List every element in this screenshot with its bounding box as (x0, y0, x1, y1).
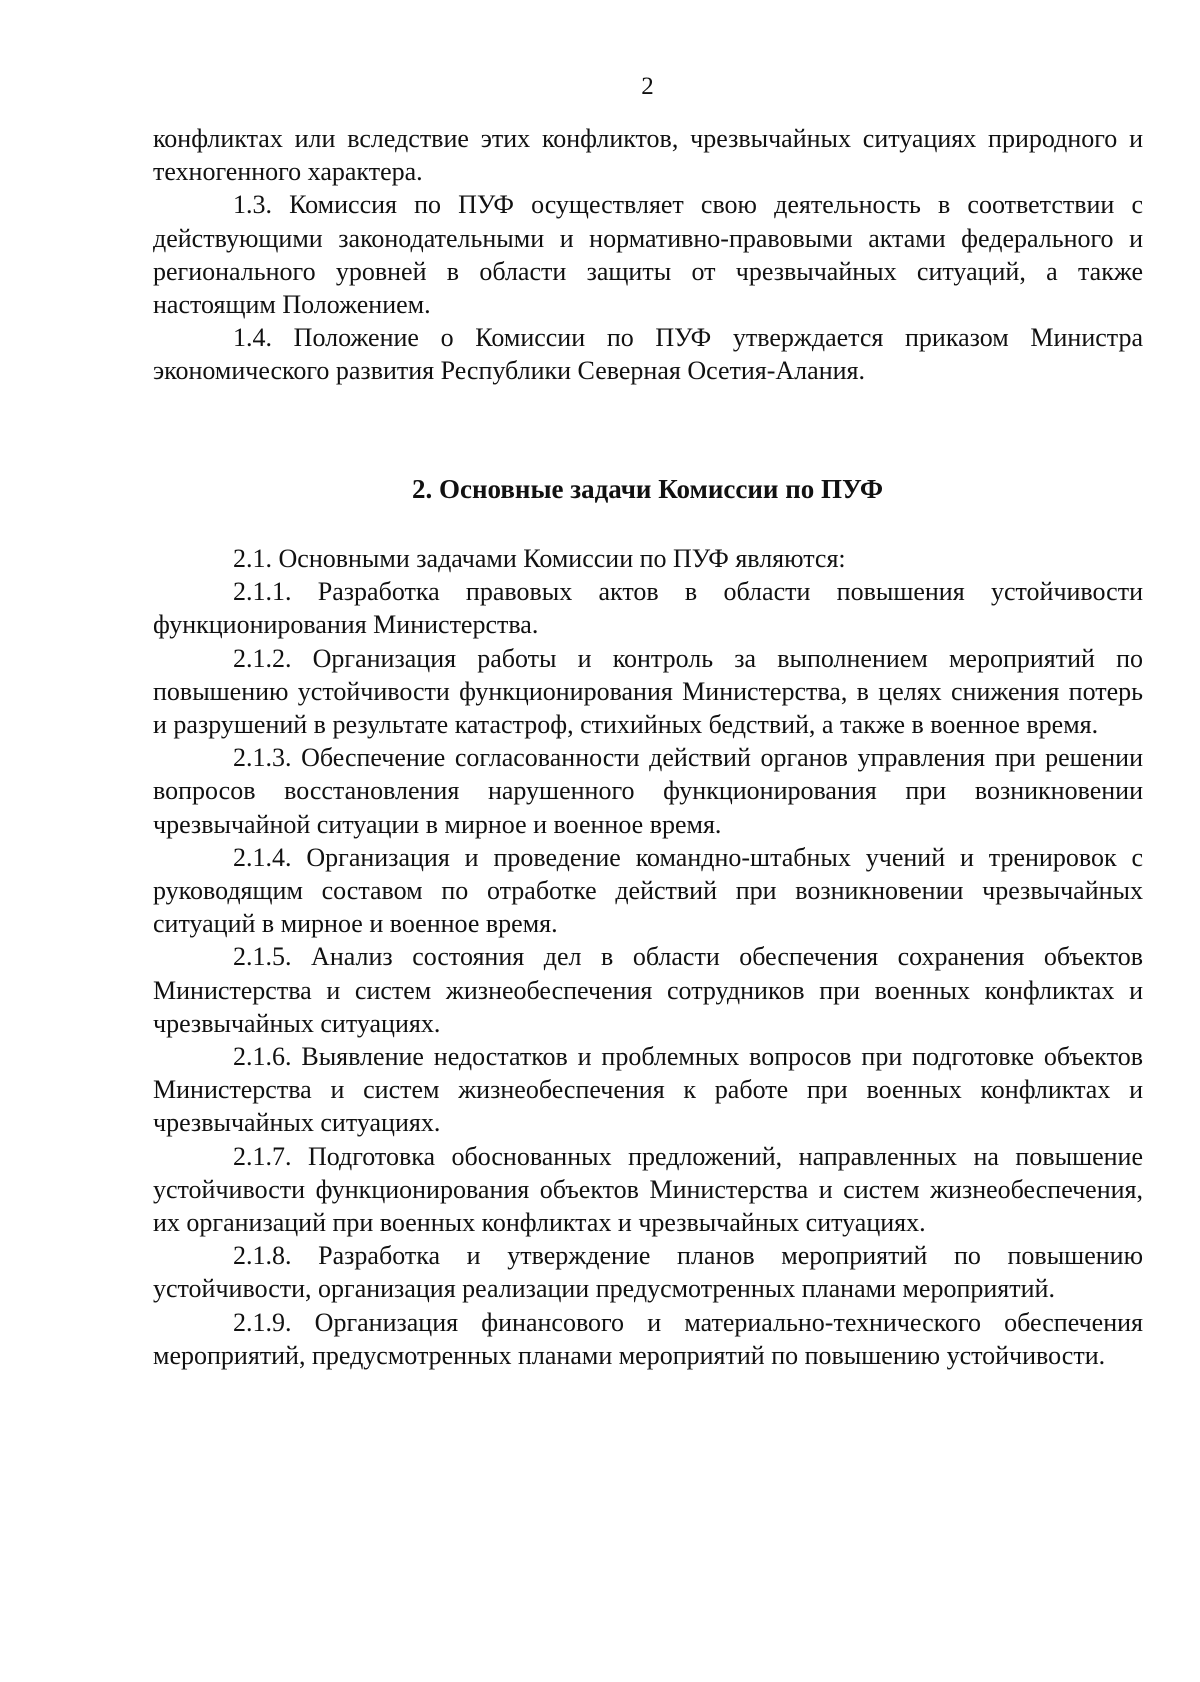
section-2-body (153, 542, 1143, 1372)
paragraph-2-1-6: 2.1.6. Выявление недостатков и проблемных вопросов при подготовке объектов Министерства и систем жизнеобеспечения к работе при военных конфликтах и чрезвычайных ситуациях. (153, 1042, 1143, 1138)
paragraph-2-1-7: 2.1.7. Подготовка обоснованных предложений, направленных на повышение устойчивости функционирования объектов Министерства и систем жизнеобеспечения, их организаций при военных конфликтах и чрезвычайных ситуациях. (153, 1141, 1143, 1238)
paragraph-2-1-1: 2.1.1. Разработка правовых актов в области повышения устойчивости функционирования Министерства. (153, 577, 1143, 640)
paragraph-2-1-8: 2.1.8. Разработка и утверждение планов мероприятий по повышению устойчивости, организация реализации предусмотренных планами мероприятий. (153, 1241, 1143, 1304)
section-1-continuation (153, 122, 1143, 388)
paragraph-2-1-4: 2.1.4. Организация и проведение командно-штабных учений и тренировок с руководящим составом по отработке действий при возникновении чрезвычайных ситуаций в мирное и военное время. (153, 842, 1143, 939)
page-number: 2 (641, 73, 654, 100)
paragraph-1-3: 1.3. Комиссия по ПУФ осуществляет свою деятельность в соответствии с действующими законодательными и нормативно-правовыми актами федерального и регионального уровней в области защиты от чрезвычайных ситуаций, а также настоящим Положением. (153, 190, 1143, 320)
section-2-heading: 2. Основные задачи Комиссии по ПУФ (411, 474, 884, 504)
paragraph-continued: конфликтах или вследствие этих конфликтов, чрезвычайных ситуациях природного и техногенного характера. (153, 124, 1143, 187)
paragraph-2-1-2: 2.1.2. Организация работы и контроль за выполнением мероприятий по повышению устойчивости функционирования Министерства, в целях снижения потерь и разрушений в результате катастроф, стихийных бедствий, а также в военное время. (153, 643, 1143, 740)
paragraph-2-1: 2.1. Основными задачами Комиссии по ПУФ являются: (233, 544, 846, 573)
paragraph-2-1-9: 2.1.9. Организация финансового и материально-технического обеспечения мероприятий, предусмотренных планами мероприятий по повышению устойчивости. (153, 1307, 1143, 1370)
paragraph-1-4: 1.4. Положение о Комиссии по ПУФ утверждается приказом Министра экономического развития Республики Северная Осетия-Алания. (153, 323, 1143, 386)
paragraph-2-1-5: 2.1.5. Анализ состояния дел в области обеспечения сохранения объектов Министерства и систем жизнеобеспечения сотрудников при военных конфликтах и чрезвычайных ситуациях. (153, 942, 1143, 1038)
paragraph-2-1-3: 2.1.3. Обеспечение согласованности действий органов управления при решении вопросов восстановления нарушенного функционирования при возникновении чрезвычайной ситуации в мирное и военное время. (153, 743, 1143, 839)
